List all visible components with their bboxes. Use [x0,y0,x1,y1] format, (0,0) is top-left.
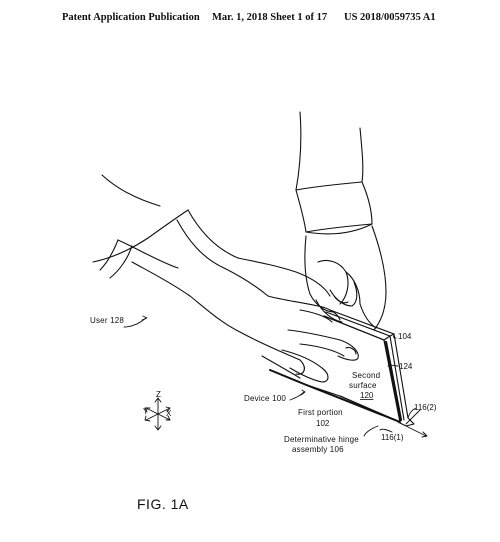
axis-z-label: Z [156,390,161,399]
label-102: 102 [316,419,330,428]
label-hinge-line1: Determinative hinge [284,435,359,444]
label-124: 124 [399,362,413,371]
label-second: Second [352,371,381,380]
axis-x-label: X [166,409,172,418]
left-sleeve [93,175,238,278]
label-user: User 128 [90,316,125,325]
label-device: Device 100 [244,394,287,403]
leader-hinge [364,426,378,436]
right-sleeve [296,112,372,234]
date-and-sheet: Mar. 1, 2018 Sheet 1 of 17 [212,12,328,23]
leader-116-1 [380,429,392,432]
leader-device [290,392,304,400]
left-hand [132,258,358,382]
figure-caption: FIG. 1A [137,496,189,512]
label-116-1: 116(1) [381,433,404,442]
reference-labels [90,316,437,454]
label-120: 120 [360,391,374,400]
axes-icon [143,390,172,430]
publication-type: Patent Application Publication [62,12,200,23]
label-hinge-line2: assembly 106 [292,445,344,454]
label-104: 104 [398,332,412,341]
label-116-2: 116(2) [414,403,437,412]
label-first-portion: First portion [298,408,343,417]
axis-y-label: Y [143,407,149,416]
patent-number: US 2018/0059735 A1 [344,12,436,23]
leader-user-arrow [142,316,147,320]
label-surface: surface [349,381,377,390]
hinge-axis-arrow-1 [406,426,426,436]
